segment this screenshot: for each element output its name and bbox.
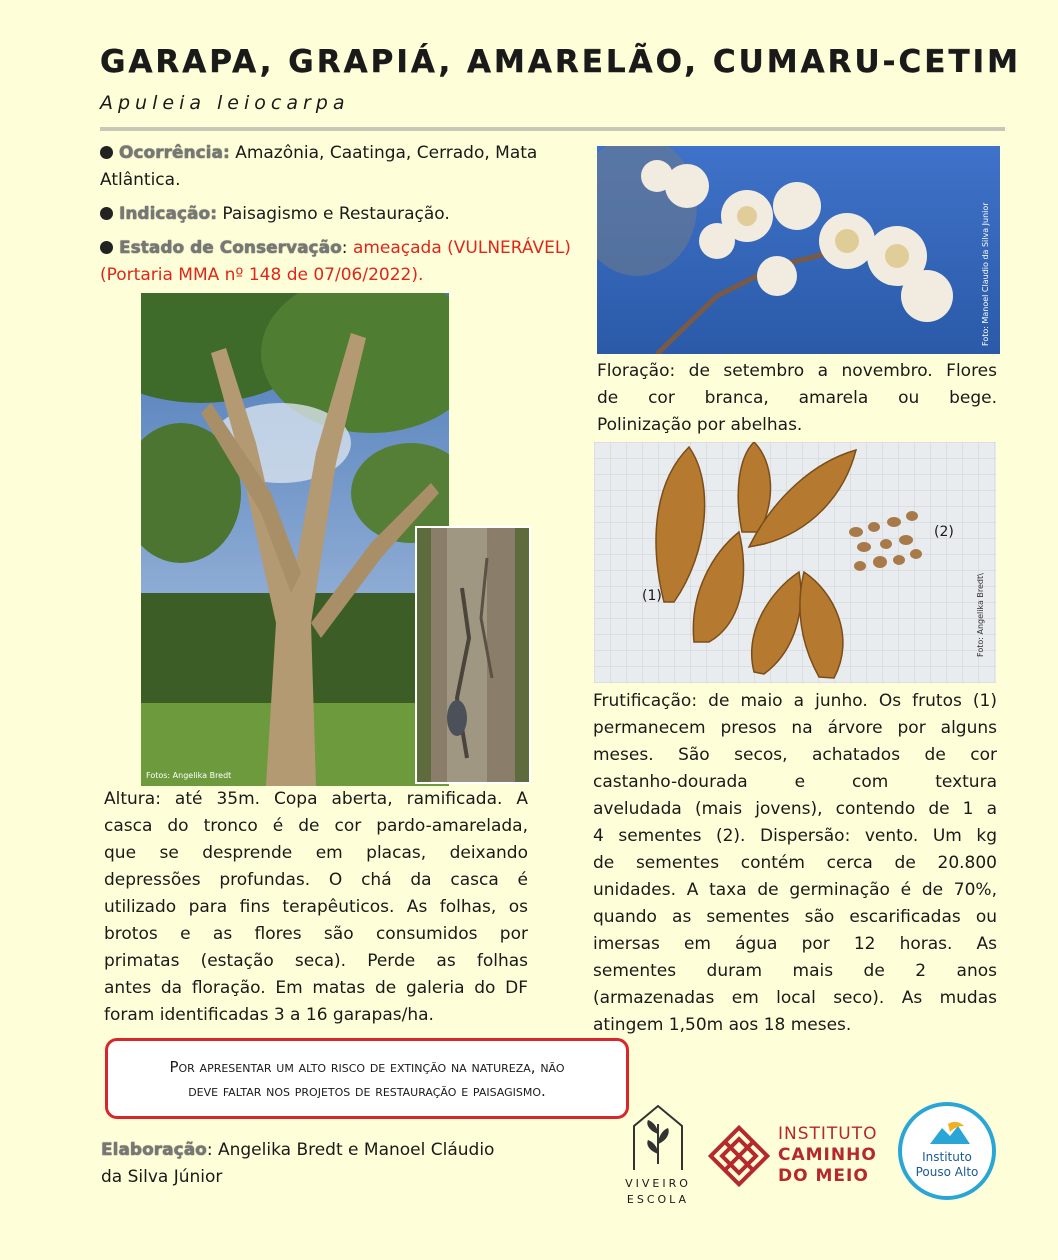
- fruiting-line: imersas em água por 12 horas. As: [593, 934, 997, 954]
- instituto-text: INSTITUTO: [778, 1124, 878, 1144]
- credits-label: Elaboração: [101, 1140, 207, 1160]
- occurrence-value: Amazônia, Caatinga, Cerrado, Mata: [229, 143, 538, 163]
- flowering-line: Floração: de setembro a novembro. Flores: [597, 361, 997, 381]
- flowering-text: [597, 358, 997, 439]
- bullet-icon: [100, 241, 113, 254]
- flowering-line: Polinização por abelhas.: [597, 415, 803, 435]
- scientific-name: Apuleia leiocarpa: [100, 92, 350, 114]
- fruit-label-1: (1): [642, 588, 662, 604]
- height-line: que se desprende em placas, deixando: [104, 843, 528, 863]
- fruiting-line: 4 sementes (2). Dispersão: vento. Um kg: [593, 826, 997, 846]
- credits-text-cont: da Silva Júnior: [101, 1167, 223, 1187]
- fruiting-line: de sementes contém cerca de 20.800: [593, 853, 997, 873]
- bullet-icon: [100, 207, 113, 220]
- credits: [101, 1137, 521, 1191]
- indication-value: Paisagismo e Restauração.: [217, 204, 450, 224]
- notice-line: Por apresentar um alto risco de extinção na natureza, não: [169, 1058, 565, 1076]
- tree-photo: [141, 293, 449, 786]
- occurrence-row: [100, 140, 590, 167]
- do-meio-text: DO MEIO: [778, 1166, 869, 1186]
- conservation-row: [100, 235, 590, 262]
- fruiting-line: quando as sementes são escarificadas ou: [593, 907, 997, 927]
- fruit-label-2: (2): [934, 524, 954, 540]
- fruiting-line: permanecem presos na árvore por alguns: [593, 718, 997, 738]
- fruiting-line: atingem 1,50m aos 18 meses.: [593, 1015, 852, 1035]
- pouso-alto-logo: [898, 1102, 996, 1200]
- instituto-caminho-logo: [707, 1114, 882, 1198]
- fruit-photo: [594, 442, 996, 683]
- notice-line: deve faltar nos projetos de restauração e paisagismo.: [188, 1082, 546, 1100]
- pouso-instituto-text: Instituto: [922, 1150, 972, 1164]
- conservation-value-cont: (Portaria MMA nº 148 de 07/06/2022).: [100, 265, 424, 285]
- bird-mountain-icon: [928, 1120, 972, 1146]
- height-line: casca do tronco é de cor pardo-amarelada,: [104, 816, 528, 836]
- occurrence-value-cont: Atlântica.: [100, 170, 181, 190]
- flower-photo: [597, 146, 1000, 354]
- flowering-line: de cor branca, amarela ou bege.: [597, 388, 997, 408]
- fruiting-line: sementes duram mais de 2 anos: [593, 961, 997, 981]
- viveiro-escola-logo: [622, 1102, 694, 1204]
- page-title: GARAPA, GRAPIÁ, AMARELÃO, CUMARU-CETIM: [100, 44, 1021, 80]
- fruiting-text: [593, 688, 997, 1039]
- height-line: antes da floração. Em matas de galeria do DF: [104, 978, 528, 998]
- escola-text: ESCOLA: [626, 1193, 690, 1206]
- height-line: depressões profundas. O chá da casca é: [104, 870, 528, 890]
- height-line: Altura: até 35m. Copa aberta, ramificada. A: [104, 789, 528, 809]
- bark-photo: [415, 526, 531, 784]
- fruiting-line: unidades. A taxa de germinação é de 70%,: [593, 880, 997, 900]
- pouso-alto-text: Pouso Alto: [915, 1165, 979, 1179]
- info-block: [100, 140, 590, 289]
- caminho-text: CAMINHO: [778, 1145, 877, 1165]
- fruiting-line: Frutificação: de maio a junho. Os frutos (1): [593, 691, 997, 711]
- fruiting-line: (armazenadas em local seco). As mudas: [593, 988, 997, 1008]
- height-line: foram identificadas 3 a 16 garapas/ha.: [104, 1005, 434, 1025]
- title-divider: [100, 127, 1005, 131]
- fruiting-line: meses. São secos, achatados de cor: [593, 745, 997, 765]
- height-line: utilizado para fins terapêuticos. As folhas, os: [104, 897, 528, 917]
- bullet-icon: [100, 146, 113, 159]
- viveiro-text: VIVEIRO: [625, 1177, 691, 1190]
- conservation-label: Estado de Conservação: [119, 238, 342, 258]
- viveiro-plant-icon: [622, 1102, 694, 1172]
- height-line: primatas (estação seca). Perde as folhas: [104, 951, 528, 971]
- fruiting-line: castanho-dourada e com textura: [593, 772, 997, 792]
- occurrence-label: Ocorrência:: [119, 143, 230, 163]
- fruit-photo-credit: Foto: Angelika Bredt\: [976, 573, 985, 657]
- endless-knot-icon: [707, 1118, 771, 1194]
- height-line: brotos e as flores são consumidos por: [104, 924, 528, 944]
- extinction-notice: [105, 1038, 629, 1119]
- conservation-colon: :: [341, 238, 353, 258]
- indication-label: Indicação:: [119, 204, 217, 224]
- indication-row: [100, 201, 590, 228]
- height-text: [104, 786, 528, 1029]
- conservation-value: ameaçada (VULNERÁVEL): [352, 238, 571, 258]
- flower-photo-credit: Foto: Manoel Claudio da Silva Junior: [981, 202, 990, 346]
- fruiting-line: aveludada (mais jovens), contendo de 1 a: [593, 799, 997, 819]
- tree-photo-credit: Fotos: Angelika Bredt: [146, 771, 232, 780]
- credits-text: : Angelika Bredt e Manoel Cláudio: [206, 1140, 495, 1160]
